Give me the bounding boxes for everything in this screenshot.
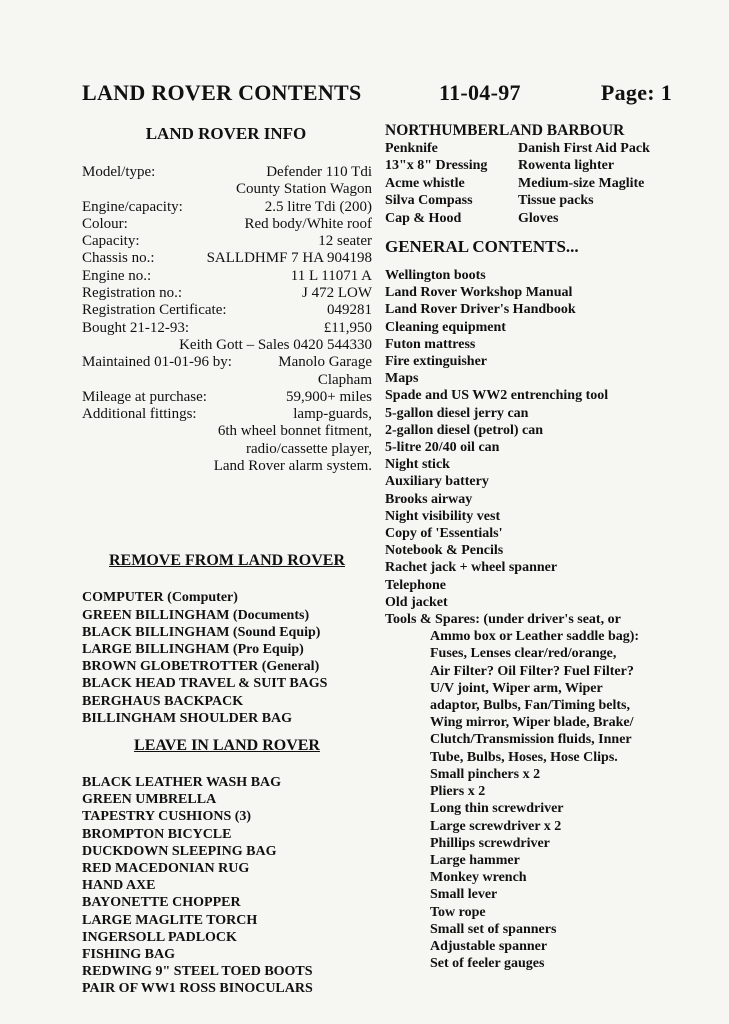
list-row — [385, 140, 685, 158]
list-item: 2-gallon diesel (petrol) can — [385, 422, 544, 438]
info-value-continued: Keith Gott – Sales 0420 544330 — [179, 336, 372, 353]
info-value: 12 seater — [318, 233, 372, 250]
info-value: 11 L 11071 A — [290, 267, 372, 284]
list-item: BERGHAUS BACKPACK — [82, 693, 244, 709]
info-row — [82, 250, 372, 267]
list-item: TAPESTRY CUSHIONS (3) — [82, 809, 252, 825]
list-item: Acme whistle — [385, 175, 465, 191]
remove-list — [82, 589, 372, 727]
info-row — [82, 164, 372, 181]
list-item: Phillips screwdriver — [430, 835, 550, 851]
list-item: Tube, Bulbs, Hoses, Hose Clips. — [430, 749, 618, 765]
list-item: BLACK LEATHER WASH BAG — [82, 774, 282, 790]
document-date: 11-04-97 — [439, 80, 521, 105]
list-item: Old jacket — [385, 594, 448, 610]
list-item: Auxiliary battery — [385, 474, 489, 490]
list-item: INGERSOLL PADLOCK — [82, 929, 237, 945]
info-label: Registration no.: — [82, 285, 182, 302]
barbour-list — [385, 140, 685, 228]
list-item: Gloves — [518, 210, 559, 226]
list-item: Set of feeler gauges — [430, 956, 545, 972]
list-item: Small lever — [430, 887, 498, 903]
info-label: Chassis no.: — [82, 250, 155, 267]
list-item: Clutch/Transmission fluids, Inner — [430, 732, 632, 748]
list-item: Penknife — [385, 140, 438, 156]
list-item: RED MACEDONIAN RUG — [82, 860, 250, 876]
list-row — [385, 210, 685, 228]
list-row — [385, 192, 685, 210]
info-label: Capacity: — [82, 233, 140, 250]
info-row — [82, 199, 372, 216]
list-item: U/V joint, Wiper arm, Wiper — [430, 680, 603, 696]
list-item: Spade and US WW2 entrenching tool — [385, 388, 609, 404]
list-item: Large screwdriver x 2 — [430, 818, 562, 834]
list-item: Wing mirror, Wiper blade, Brake/ — [430, 715, 634, 731]
info-row — [82, 354, 372, 371]
list-item: Maps — [385, 371, 419, 387]
info-label: Maintained 01-01-96 by: — [82, 354, 232, 371]
info-value: SALLDHMF 7 HA 904198 — [206, 250, 372, 267]
list-item: Ammo box or Leather saddle bag): — [430, 629, 640, 645]
leave-title: LEAVE IN LAND ROVER — [134, 736, 320, 754]
list-item: FISHING BAG — [82, 947, 175, 962]
list-item: HAND AXE — [82, 878, 156, 894]
list-item: Danish First Aid Pack — [518, 140, 650, 156]
list-item: Brooks airway — [385, 491, 473, 507]
list-item: BLACK HEAD TRAVEL & SUIT BAGS — [82, 676, 328, 692]
list-item: Small pinchers x 2 — [430, 766, 541, 782]
list-item: Small set of spanners — [430, 921, 557, 937]
list-item: BROWN GLOBETROTTER (General) — [82, 659, 320, 675]
leave-list — [82, 774, 372, 998]
list-item: Tissue packs — [518, 193, 594, 208]
list-item: 5-gallon diesel jerry can — [385, 405, 529, 421]
info-row — [82, 233, 372, 250]
info-row — [82, 216, 372, 233]
list-item: BROMPTON BICYCLE — [82, 826, 232, 842]
list-item: 5-litre 20/40 oil can — [385, 440, 500, 456]
list-item: Long thin screwdriver — [430, 801, 564, 817]
info-value: J 472 LOW — [302, 285, 372, 302]
remove-title: REMOVE FROM LAND ROVER — [109, 552, 345, 570]
info-value: 59,900+ miles — [286, 388, 372, 405]
info-value-continued: Clapham — [317, 371, 372, 388]
list-item: Telephone — [385, 577, 446, 593]
list-item: Land Rover Workshop Manual — [385, 285, 573, 301]
list-item: Silva Compass — [385, 193, 473, 208]
tools-list — [385, 628, 685, 972]
info-value: 2.5 litre Tdi (200) — [264, 198, 372, 215]
list-item: Air Filter? Oil Filter? Fuel Filter? — [430, 663, 634, 679]
info-value-continued: 6th wheel bonnet fitment, — [217, 423, 372, 440]
list-item: BLACK BILLINGHAM (Sound Equip) — [82, 624, 321, 640]
list-row — [385, 175, 685, 193]
list-item: Fuses, Lenses clear/red/orange, — [430, 646, 617, 662]
info-title: LAND ROVER INFO — [145, 124, 307, 143]
list-item: LARGE BILLINGHAM (Pro Equip) — [82, 641, 304, 657]
info-row — [82, 389, 372, 406]
info-row — [82, 302, 372, 319]
list-item: Wellington boots — [385, 268, 486, 283]
info-value-continued: radio/cassette player, — [245, 440, 372, 457]
list-item: Futon mattress — [385, 336, 476, 352]
info-row — [82, 285, 372, 302]
list-item: Cap & Hood — [385, 210, 462, 226]
info-label: Bought 21-12-93: — [82, 319, 190, 336]
list-item: REDWING 9" STEEL TOED BOOTS — [82, 964, 313, 980]
info-label: Additional fittings: — [82, 406, 197, 423]
info-value: Manolo Garage — [278, 354, 372, 371]
page-header — [82, 80, 672, 110]
info-row — [82, 268, 372, 285]
document-title: LAND ROVER CONTENTS — [82, 80, 362, 105]
info-label: Engine/capacity: — [82, 198, 183, 215]
list-item: Monkey wrench — [430, 870, 527, 886]
barbour-title: NORTHUMBERLAND BARBOUR — [385, 122, 625, 139]
general-title: GENERAL CONTENTS... — [385, 237, 579, 256]
info-value: lamp-guards, — [293, 406, 372, 423]
list-item: Land Rover Driver's Handbook — [385, 302, 576, 318]
list-item: Night stick — [385, 457, 450, 473]
list-item: Rowenta lighter — [518, 158, 615, 173]
info-row — [82, 406, 372, 423]
general-list — [385, 267, 685, 628]
list-item: Copy of 'Essentials' — [385, 526, 503, 542]
info-row — [82, 320, 372, 337]
list-item: Adjustable spanner — [430, 938, 548, 954]
info-value: £11,950 — [323, 319, 372, 336]
list-item: Medium-size Maglite — [518, 175, 645, 191]
list-item: Pliers x 2 — [430, 784, 486, 800]
list-item: LARGE MAGLITE TORCH — [82, 912, 258, 928]
info-table — [82, 164, 372, 475]
info-label: Model/type: — [82, 164, 156, 180]
list-item: Rachet jack + wheel spanner — [385, 560, 558, 576]
list-item: 13"x 8" Dressing — [385, 158, 488, 173]
list-row — [385, 157, 685, 175]
list-item: BAYONETTE CHOPPER — [82, 895, 241, 911]
list-item: PAIR OF WW1 ROSS BINOCULARS — [82, 981, 313, 997]
page-number: Page: 1 — [600, 80, 672, 105]
info-value: Defender 110 Tdi — [266, 164, 372, 180]
right-column — [385, 122, 685, 972]
left-column — [82, 124, 372, 998]
list-item: Night visibility vest — [385, 508, 501, 524]
info-value: 049281 — [327, 302, 372, 319]
list-item: DUCKDOWN SLEEPING BAG — [82, 843, 277, 859]
list-item: Tools & Spares: (under driver's seat, or — [385, 612, 621, 628]
info-label: Registration Certificate: — [82, 302, 227, 319]
list-item: GREEN UMBRELLA — [82, 792, 217, 808]
list-item: Tow rope — [430, 904, 486, 920]
info-label: Colour: — [82, 215, 128, 232]
list-item: Fire extinguisher — [385, 354, 488, 370]
info-value: Red body/White roof — [244, 215, 372, 232]
list-item: Notebook & Pencils — [385, 543, 504, 559]
info-label: Mileage at purchase: — [82, 388, 207, 405]
list-item: Large hammer — [430, 852, 520, 868]
info-value-continued: Land Rover alarm system. — [213, 458, 372, 475]
list-item: BILLINGHAM SHOULDER BAG — [82, 710, 293, 726]
info-label: Engine no.: — [82, 267, 152, 284]
list-item: adaptor, Bulbs, Fan/Timing belts, — [430, 698, 630, 714]
list-item: GREEN BILLINGHAM (Documents) — [82, 607, 310, 623]
list-item: COMPUTER (Computer) — [82, 590, 238, 606]
list-item: Cleaning equipment — [385, 319, 506, 335]
info-value-continued: County Station Wagon — [235, 181, 372, 198]
